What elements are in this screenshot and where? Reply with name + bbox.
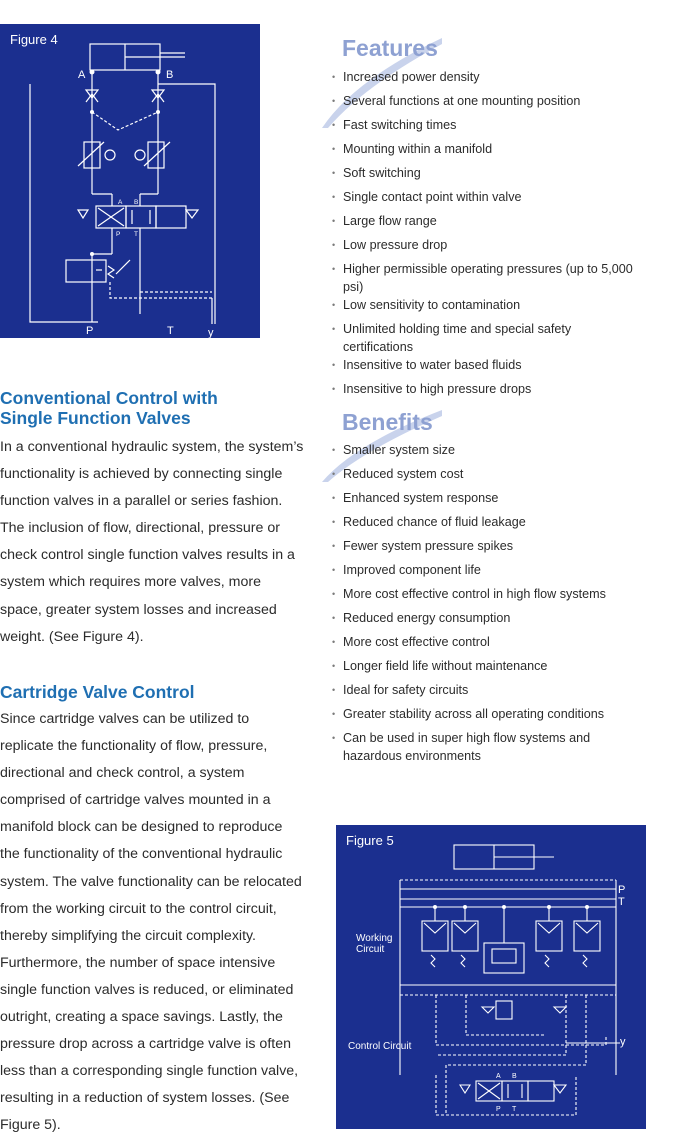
benefits-item-label: Can be used in super high flow systems and hazardous environments (343, 731, 591, 763)
features-item (328, 116, 643, 140)
benefits-title: Benefits (342, 409, 433, 435)
benefits-item-label: Longer field life without maintenance (343, 659, 548, 673)
bullet-icon: • (332, 685, 336, 695)
benefits-item-label: Ideal for safety circuits (343, 683, 469, 697)
features-item-label: Insensitive to high pressure drops (343, 382, 532, 396)
features-list (328, 68, 643, 404)
benefits-item (328, 681, 643, 705)
bullet-icon: • (332, 324, 336, 334)
figure-4-port-a: A (78, 69, 86, 81)
figure-5-valve-b: B (512, 1073, 517, 1080)
benefits-item-label: More cost effective control in high flow systems (343, 587, 606, 601)
bullet-icon: • (332, 300, 336, 310)
features-title: Features (342, 35, 438, 61)
benefits-item-label: Fewer system pressure spikes (343, 539, 514, 553)
conventional-body: In a conventional hydraulic system, the system’s functionality is achieved by connecting single function valves in a parallel or series fashion. The inclusion of flow, directional, pressure or check control single function valves results in a system which requires more valves, more space, greater system losses and increased weight. (See Figure 4). (0, 439, 304, 645)
bullet-icon: • (332, 517, 336, 527)
conventional-title-line2: Single Function Valves (0, 408, 191, 428)
bullet-icon: • (332, 565, 336, 575)
benefits-item (328, 657, 643, 681)
benefits-item-label: Greater stability across all operating conditions (343, 707, 605, 721)
figure-5-schematic (336, 825, 646, 1129)
figure-5-valve-t: T (512, 1106, 517, 1113)
benefits-item-label: Reduced chance of fluid leakage (343, 515, 526, 529)
benefits-item-label: More cost effective control (343, 635, 490, 649)
bullet-icon: • (332, 216, 336, 226)
benefits-item (328, 609, 643, 633)
benefits-item (328, 441, 643, 465)
figure-4-label: Figure 4 (10, 32, 58, 47)
features-item (328, 164, 643, 188)
features-item-label: Increased power density (343, 70, 480, 84)
features-item-label: Insensitive to water based fluids (343, 358, 522, 372)
figure-4-port-b: B (166, 69, 174, 81)
bullet-icon: • (332, 613, 336, 623)
benefits-item (328, 489, 643, 513)
benefits-item-label: Smaller system size (343, 443, 455, 457)
bullet-icon: • (332, 709, 336, 719)
features-item (328, 212, 643, 236)
bullet-icon: • (332, 144, 336, 154)
figure-5-port-y: y (620, 1036, 626, 1048)
figure-5-port-p: P (618, 884, 626, 896)
features-item-label: Unlimited holding time and special safety certifications (343, 322, 572, 354)
features-item (328, 260, 643, 296)
features-item-label: Mounting within a manifold (343, 142, 493, 156)
figure-4-valve-a: A (118, 199, 123, 206)
benefits-item (328, 537, 643, 561)
figure-4-valve-b: B (134, 199, 139, 206)
bullet-icon: • (332, 96, 336, 106)
figure-4-diagram (0, 24, 260, 338)
features-item (328, 356, 643, 380)
benefits-item-label: Enhanced system response (343, 491, 499, 505)
features-item (328, 68, 643, 92)
bullet-icon: • (332, 192, 336, 202)
benefits-item (328, 513, 643, 537)
features-item-label: Single contact point within valve (343, 190, 522, 204)
figure-5-diagram (336, 825, 646, 1129)
features-item-label: Higher permissible operating pressures (up to 5,000 psi) (343, 262, 633, 294)
bullet-icon: • (332, 384, 336, 394)
features-item-label: Large flow range (343, 214, 437, 228)
bullet-icon: • (332, 493, 336, 503)
benefits-list (328, 441, 643, 765)
features-item-label: Low sensitivity to contamination (343, 298, 521, 312)
benefits-item (328, 729, 643, 765)
features-item (328, 236, 643, 260)
bullet-icon: • (332, 264, 336, 274)
bullet-icon: • (332, 469, 336, 479)
bullet-icon: • (332, 589, 336, 599)
figure-5-valve-a: A (496, 1073, 501, 1080)
benefits-item (328, 585, 643, 609)
benefits-item-label: Improved component life (343, 563, 481, 577)
figure-5-port-t: T (618, 896, 625, 908)
features-item (328, 296, 643, 320)
benefits-item-label: Reduced energy consumption (343, 611, 511, 625)
figure-5-control-circuit: Control Circuit (348, 1041, 412, 1052)
bullet-icon: • (332, 120, 336, 130)
figure-4-valve-t: T (134, 231, 138, 238)
figure-4-port-y: y (208, 327, 214, 338)
bullet-icon: • (332, 661, 336, 671)
features-item (328, 320, 643, 356)
cartridge-title: Cartridge Valve Control (0, 682, 195, 702)
features-item-label: Soft switching (343, 166, 421, 180)
benefits-item (328, 633, 643, 657)
conventional-title (0, 388, 218, 428)
bullet-icon: • (332, 637, 336, 647)
benefits-item-label: Reduced system cost (343, 467, 464, 481)
figure-5-working-circuit-line2: Circuit (356, 944, 385, 955)
features-item-label: Fast switching times (343, 118, 457, 132)
bullet-icon: • (332, 168, 336, 178)
features-item (328, 188, 643, 212)
figure-4-port-p: P (86, 325, 94, 337)
features-item-label: Several functions at one mounting position (343, 94, 581, 108)
benefits-item (328, 561, 643, 585)
figure-5-working-circuit-line1: Working (356, 933, 393, 944)
features-item-label: Low pressure drop (343, 238, 448, 252)
conventional-title-line1: Conventional Control with (0, 388, 218, 408)
features-item (328, 92, 643, 116)
features-item (328, 380, 643, 404)
cartridge-body: Since cartridge valves can be utilized to replicate the functionality of flow, pressure, directional and check control, a system comprised of cartridge valves mounted in a manifold block can be designed to reproduce the functionality of the conventional hydraulic system. The valve functionality can be relocated from the working circuit to the control circuit, thereby simplifying the circuit complexity. Furthermore, the number of space intensive single function valves is reduced, or eliminated outright, creating a space savings. Lastly, the pressure drop across a cartridge valve is often less than a corresponding single function valve, resulting in a reduction of system losses. (See Figure 5). (0, 711, 302, 1134)
figure-5-label: Figure 5 (346, 833, 394, 848)
figure-4-schematic (0, 24, 260, 338)
figure-4-port-t: T (167, 325, 174, 337)
figure-5-valve-p: P (496, 1106, 501, 1113)
bullet-icon: • (332, 445, 336, 455)
features-item (328, 140, 643, 164)
benefits-item (328, 705, 643, 729)
bullet-icon: • (332, 541, 336, 551)
bullet-icon: • (332, 733, 336, 743)
figure-4-valve-p: P (116, 231, 121, 238)
bullet-icon: • (332, 360, 336, 370)
bullet-icon: • (332, 240, 336, 250)
benefits-item (328, 465, 643, 489)
bullet-icon: • (332, 72, 336, 82)
